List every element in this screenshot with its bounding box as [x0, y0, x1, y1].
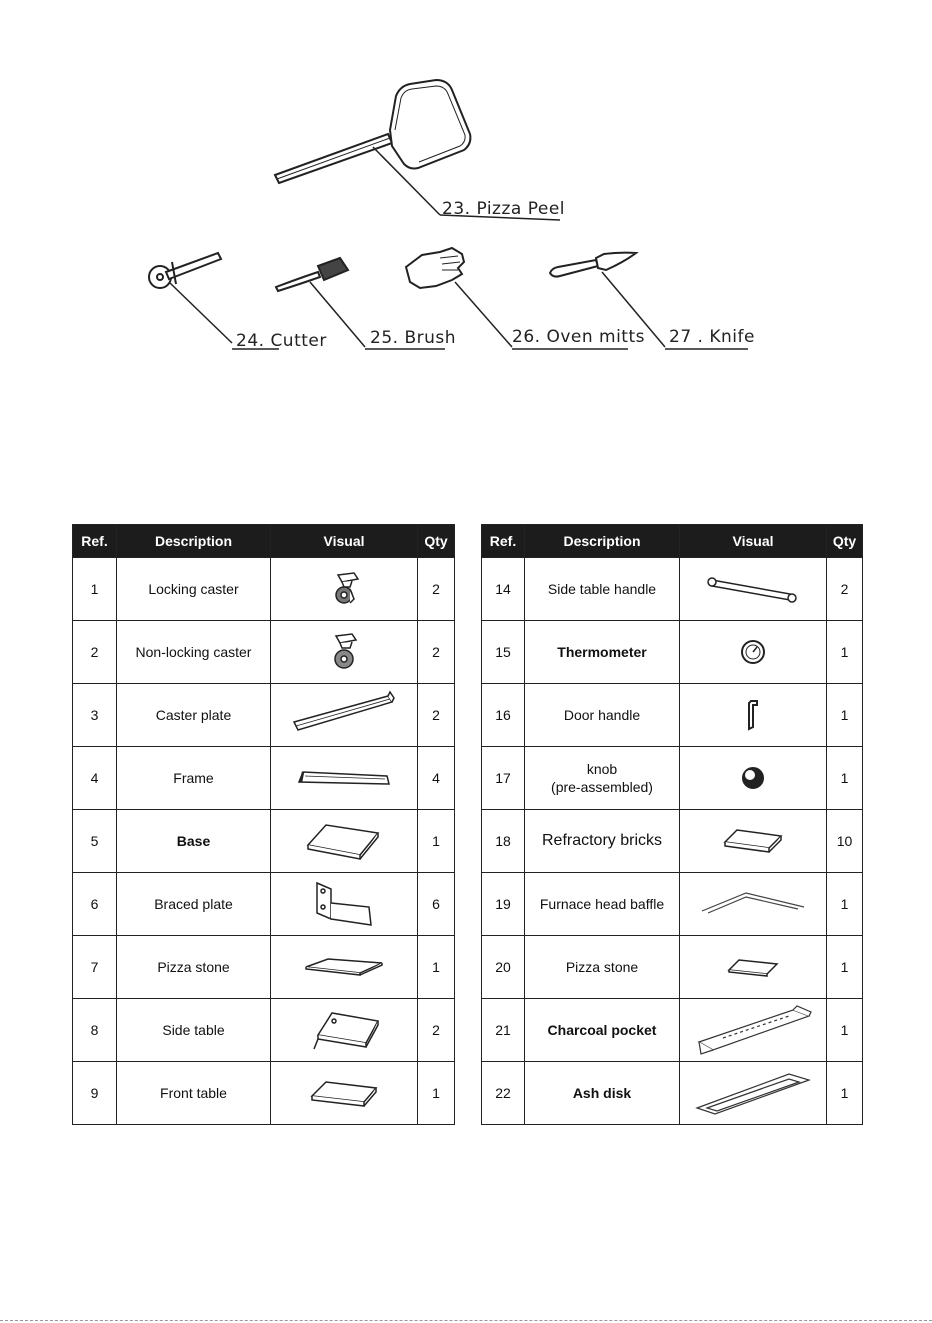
tool-label-knife: 27 . Knife [669, 327, 755, 347]
part-description: Thermometer [525, 621, 680, 684]
table-row [73, 747, 455, 810]
table-row [73, 621, 455, 684]
door-handle-icon [743, 697, 763, 733]
tool-label-oven-mitts: 26. Oven mitts [512, 327, 645, 347]
table-row [482, 810, 863, 873]
table-row [73, 558, 455, 621]
part-ref: 8 [73, 999, 117, 1062]
part-description-line-1: knob [586, 761, 618, 777]
part-qty: 2 [418, 621, 455, 684]
part-ref: 4 [73, 747, 117, 810]
table-row [73, 999, 455, 1062]
part-qty: 2 [827, 558, 863, 621]
page-edge-divider [0, 1320, 932, 1321]
tool-label-pizza-peel: 23. Pizza Peel [442, 199, 565, 219]
part-description: Pizza stone [117, 936, 271, 999]
part-qty: 1 [418, 1062, 455, 1125]
part-qty: 1 [827, 873, 863, 936]
part-ref: 3 [73, 684, 117, 747]
thermometer-icon [738, 637, 768, 667]
part-description: Side table handle [525, 558, 680, 621]
table-row [73, 810, 455, 873]
caster-plate-icon [284, 690, 404, 740]
table-row [482, 999, 863, 1062]
table-row [73, 936, 455, 999]
part-qty: 1 [827, 621, 863, 684]
part-description: Base [117, 810, 271, 873]
side-table-icon [304, 1005, 384, 1055]
part-qty: 2 [418, 558, 455, 621]
accessories-section [0, 0, 932, 400]
tool-label-cutter: 24. Cutter [236, 331, 327, 351]
table-row [482, 621, 863, 684]
table-row [73, 873, 455, 936]
part-ref: 16 [482, 684, 525, 747]
part-ref: 6 [73, 873, 117, 936]
part-ref: 2 [73, 621, 117, 684]
part-description: Furnace head baffle [525, 873, 680, 936]
header-qty: Qty [827, 525, 863, 558]
part-ref: 15 [482, 621, 525, 684]
header-visual: Visual [271, 525, 418, 558]
part-qty: 1 [827, 684, 863, 747]
table-row [482, 684, 863, 747]
part-qty: 1 [418, 936, 455, 999]
part-description: Caster plate [117, 684, 271, 747]
part-description-line-2: (pre-assembled) [551, 779, 653, 795]
table-row [73, 1062, 455, 1125]
part-description: Pizza stone [525, 936, 680, 999]
parts-table-right [481, 524, 863, 1125]
part-description: Refractory bricks [525, 810, 680, 873]
part-qty: 1 [827, 747, 863, 810]
header-ref: Ref. [482, 525, 525, 558]
charcoal-pocket-icon [693, 1002, 813, 1058]
header-ref: Ref. [73, 525, 117, 558]
part-description: Front table [117, 1062, 271, 1125]
part-qty: 1 [827, 999, 863, 1062]
pizza-stone-small-icon [725, 956, 781, 978]
frame-icon [289, 766, 399, 790]
part-qty: 4 [418, 747, 455, 810]
part-ref: 22 [482, 1062, 525, 1125]
base-icon [304, 819, 384, 863]
part-qty: 1 [827, 1062, 863, 1125]
parts-table-left [72, 524, 455, 1125]
side-table-handle-icon [698, 572, 808, 606]
table-header-row [482, 525, 863, 558]
table-header-row [73, 525, 455, 558]
part-ref: 5 [73, 810, 117, 873]
part-ref: 14 [482, 558, 525, 621]
part-ref: 7 [73, 936, 117, 999]
table-row [482, 873, 863, 936]
table-row [482, 558, 863, 621]
table-row [482, 1062, 863, 1125]
locking-caster-icon [314, 569, 374, 609]
header-qty: Qty [418, 525, 455, 558]
part-ref: 1 [73, 558, 117, 621]
part-description: Door handle [525, 684, 680, 747]
part-ref: 18 [482, 810, 525, 873]
table-row [482, 747, 863, 810]
part-ref: 17 [482, 747, 525, 810]
furnace-head-baffle-icon [698, 889, 808, 919]
part-qty: 6 [418, 873, 455, 936]
part-qty: 1 [418, 810, 455, 873]
part-ref: 9 [73, 1062, 117, 1125]
part-ref: 21 [482, 999, 525, 1062]
header-visual: Visual [680, 525, 827, 558]
table-row [482, 936, 863, 999]
part-description: Ash disk [525, 1062, 680, 1125]
part-description: Locking caster [117, 558, 271, 621]
part-description [525, 747, 680, 810]
part-qty: 10 [827, 810, 863, 873]
non-locking-caster-icon [314, 630, 374, 674]
refractory-brick-icon [721, 826, 785, 856]
part-qty: 1 [827, 936, 863, 999]
part-ref: 20 [482, 936, 525, 999]
part-qty: 2 [418, 684, 455, 747]
front-table-icon [306, 1076, 382, 1110]
part-description: Charcoal pocket [525, 999, 680, 1062]
part-ref: 19 [482, 873, 525, 936]
table-row [73, 684, 455, 747]
braced-plate-icon [309, 879, 379, 929]
tool-label-brush: 25. Brush [370, 328, 456, 348]
part-qty: 2 [418, 999, 455, 1062]
part-description: Non-locking caster [117, 621, 271, 684]
header-description: Description [117, 525, 271, 558]
knob-icon [738, 763, 768, 793]
part-description: Frame [117, 747, 271, 810]
ash-disk-icon [693, 1068, 813, 1118]
part-description: Braced plate [117, 873, 271, 936]
pizza-stone-icon [302, 955, 386, 979]
header-description: Description [525, 525, 680, 558]
part-description: Side table [117, 999, 271, 1062]
